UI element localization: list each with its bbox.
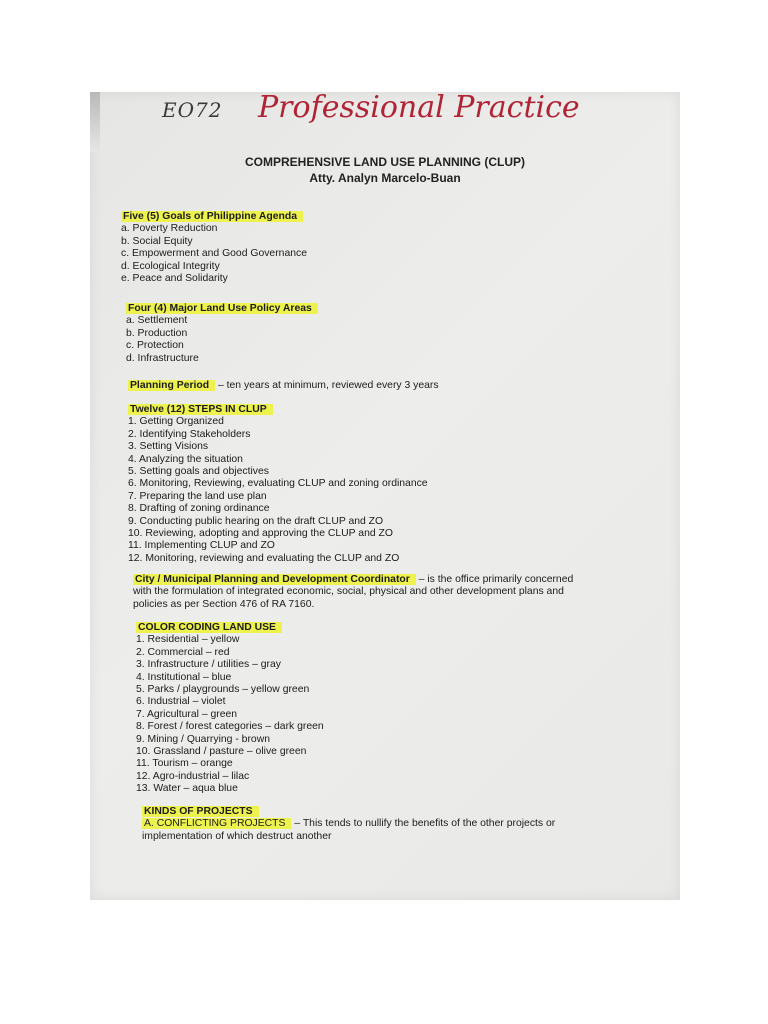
goals-heading: Five (5) Goals of Philippine Agenda — [121, 211, 303, 222]
list-item: 12. Monitoring, reviewing and evaluating the CLUP and ZO — [128, 552, 400, 564]
projects-heading: KINDS OF PROJECTS — [142, 806, 259, 817]
color-coding-list — [136, 634, 324, 795]
page-edge-shadow — [90, 92, 100, 152]
list-item: b. Production — [126, 327, 188, 339]
handwritten-code: EO72 — [162, 98, 223, 122]
list-item: 7. Preparing the land use plan — [128, 490, 267, 502]
coordinator-label: City / Municipal Planning and Development Coordinator — [133, 574, 416, 585]
list-item: c. Protection — [126, 340, 184, 352]
list-item: 11. Implementing CLUP and ZO — [128, 540, 275, 552]
steps-heading: Twelve (12) STEPS IN CLUP — [128, 404, 273, 415]
list-item: c. Empowerment and Good Governance — [121, 248, 307, 260]
coordinator-paragraph — [133, 574, 593, 611]
list-item: 9. Conducting public hearing on the draft CLUP and ZO — [128, 515, 384, 527]
projects-text: – This tends to nullify the benefits of the other projects or implementation of which destruct another — [142, 818, 556, 842]
list-item: 4. Institutional – blue — [136, 671, 232, 683]
policy-section — [126, 303, 318, 365]
list-item: 9. Mining / Quarrying - brown — [136, 733, 270, 745]
list-item: 3. Infrastructure / utilities – gray — [136, 659, 281, 671]
list-item: 2. Commercial – red — [136, 646, 230, 658]
handwritten-title: Professional Practice — [258, 90, 580, 125]
list-item: 6. Monitoring, Reviewing, evaluating CLUP and zoning ordinance — [128, 478, 428, 490]
planning-period-text: – ten years at minimum, reviewed every 3 years — [215, 380, 439, 391]
policy-list — [126, 315, 318, 365]
goals-list — [121, 223, 307, 285]
steps-list — [128, 416, 428, 565]
color-coding-heading: COLOR CODING LAND USE — [136, 622, 282, 633]
policy-heading: Four (4) Major Land Use Policy Areas — [126, 303, 318, 314]
planning-period — [128, 380, 439, 392]
document-author: Atty. Analyn Marcelo-Buan — [309, 171, 461, 185]
list-item: d. Ecological Integrity — [121, 260, 220, 272]
goals-section — [121, 211, 307, 285]
list-item: 3. Setting Visions — [128, 441, 209, 453]
document-page — [90, 92, 680, 900]
planning-period-label: Planning Period — [128, 380, 215, 391]
list-item: 10. Reviewing, adopting and approving the CLUP and ZO — [128, 528, 393, 540]
list-item: a. Settlement — [126, 315, 188, 327]
list-item: 7. Agricultural – green — [136, 708, 238, 720]
list-item: 5. Parks / playgrounds – yellow green — [136, 684, 310, 696]
list-item: 13. Water – aqua blue — [136, 783, 238, 795]
list-item: 8. Drafting of zoning ordinance — [128, 503, 270, 515]
list-item: 4. Analyzing the situation — [128, 453, 243, 465]
list-item: 2. Identifying Stakeholders — [128, 428, 251, 440]
coordinator-text: – is the office primarily concerned with the formulation of integrated economic, social, physical and other development plans and policies as per Section 476 of RA 7160. — [133, 574, 574, 610]
steps-section — [128, 404, 428, 565]
document-title: COMPREHENSIVE LAND USE PLANNING (CLUP) — [244, 155, 525, 169]
list-item: 10. Grassland / pasture – olive green — [136, 746, 307, 758]
list-item: b. Social Equity — [121, 235, 193, 247]
projects-section — [142, 806, 612, 843]
color-coding-section — [136, 622, 324, 796]
list-item: 8. Forest / forest categories – dark green — [136, 721, 324, 733]
list-item: d. Infrastructure — [126, 352, 199, 364]
list-item: a. Poverty Reduction — [121, 223, 218, 235]
list-item: 5. Setting goals and objectives — [128, 466, 269, 478]
list-item: 6. Industrial – violet — [136, 696, 226, 708]
list-item: 11. Tourism – orange — [136, 758, 233, 770]
list-item: e. Peace and Solidarity — [121, 273, 228, 285]
list-item: 12. Agro-industrial – lilac — [136, 770, 250, 782]
projects-label: A. CONFLICTING PROJECTS — [142, 818, 291, 829]
projects-paragraph — [142, 818, 612, 843]
list-item: 1. Getting Organized — [128, 416, 224, 428]
list-item: 1. Residential – yellow — [136, 634, 240, 646]
